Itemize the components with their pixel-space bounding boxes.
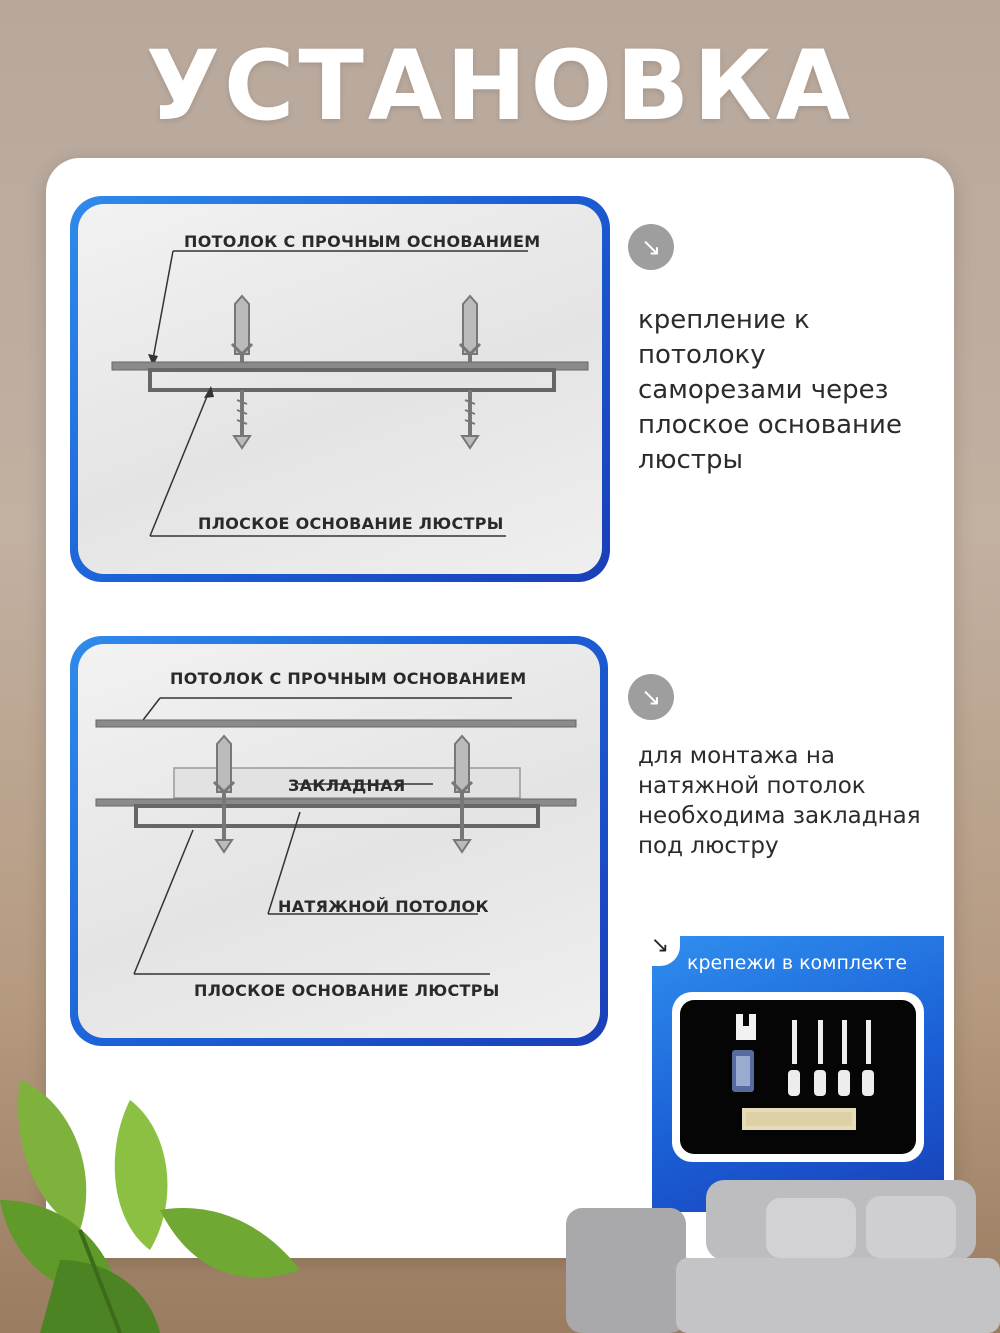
label-ceiling: ПОТОЛОК С ПРОЧНЫМ ОСНОВАНИЕМ	[184, 232, 541, 251]
fasteners-illustration	[680, 1000, 916, 1154]
label-flat-base: ПЛОСКОЕ ОСНОВАНИЕ ЛЮСТРЫ	[194, 981, 500, 1000]
arrow-down-right-icon: ↘	[628, 674, 674, 720]
kit-photo	[672, 992, 924, 1162]
kit-photo-inner	[680, 1000, 916, 1154]
kit-title: крепежи в комплекте	[687, 952, 908, 974]
page-title: УСТАНОВКА	[145, 30, 855, 142]
diagram-panel-ceiling-mount	[70, 196, 610, 582]
description-ceiling-mount: крепление к потолоку саморезами через плоское основание люстры	[638, 305, 902, 475]
plant-decoration	[0, 1060, 300, 1333]
label-ceiling: ПОТОЛОК С ПРОЧНЫМ ОСНОВАНИЕМ	[170, 669, 527, 688]
sofa-decoration	[566, 1168, 1000, 1333]
diagram-panel-inner	[78, 644, 600, 1038]
label-mortgage: ЗАКЛАДНАЯ	[288, 776, 406, 795]
diagram-panel-stretch-ceiling	[70, 636, 608, 1046]
arrow-down-right-icon: ↘	[628, 224, 674, 270]
arrow-down-right-icon: ↘	[640, 926, 680, 966]
stretch-ceiling-diagram	[78, 644, 600, 1038]
description-stretch-ceiling: для монтажа на натяжной потолок необходима закладная под люстру	[638, 743, 921, 859]
label-flat-base: ПЛОСКОЕ ОСНОВАНИЕ ЛЮСТРЫ	[198, 514, 504, 533]
label-stretch-ceiling: НАТЯЖНОЙ ПОТОЛОК	[278, 897, 489, 916]
diagram-panel-inner	[78, 204, 602, 574]
